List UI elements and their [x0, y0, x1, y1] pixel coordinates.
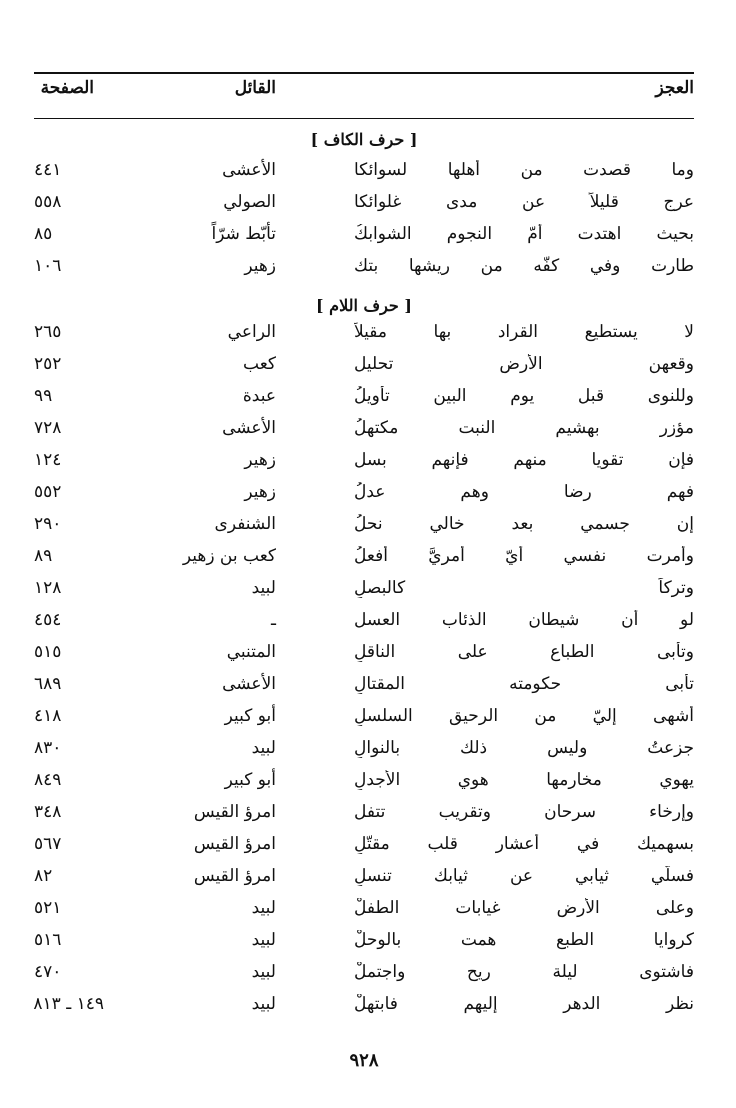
page-ref: ٥٢١: [34, 898, 62, 918]
index-row: [34, 224, 694, 254]
verse-text: فاشتوى ليلة ريح واجتملْ: [354, 962, 694, 982]
speaker-name: زهير: [244, 256, 276, 276]
speaker-name: تأبّط شرّاً: [211, 224, 276, 244]
speaker-name: لبيد: [251, 994, 276, 1014]
speaker-name: الراعي: [227, 322, 276, 342]
speaker-name: الأعشى: [222, 418, 276, 438]
page-ref: ١٠٦: [34, 256, 62, 276]
speaker-name: لبيد: [251, 738, 276, 758]
index-row: [34, 160, 694, 190]
page-number: ٩٢٨: [349, 1050, 379, 1071]
verse-text: تأبى حكومته المقتالِ: [354, 674, 694, 694]
index-row: [34, 706, 694, 736]
speaker-name: زهير: [244, 482, 276, 502]
page-ref: ٢٩٠: [34, 514, 62, 534]
speaker-name: امرؤ القيس: [193, 834, 276, 854]
index-row: [34, 898, 694, 928]
section-title: [ حرف الكاف ]: [310, 130, 418, 149]
index-row: [34, 834, 694, 864]
verse-text: وعلى الأرض غيابات الطفلْ: [354, 898, 694, 918]
verse-text: وقعهن الأرض تحليل: [354, 354, 694, 374]
speaker-name: كعب بن زهير: [182, 546, 276, 566]
table-header: [34, 78, 694, 108]
index-row: [34, 738, 694, 768]
speaker-name: لبيد: [251, 898, 276, 918]
page-ref: ٩٩: [34, 386, 53, 406]
index-row: [34, 256, 694, 286]
page-ref: ٤١٨: [34, 706, 62, 726]
speaker-name: أبو كبير: [224, 770, 276, 790]
header-speaker: القائل: [234, 78, 276, 98]
verse-text: بسهميك في أعشار قلب مقتّلِ: [354, 834, 694, 854]
page-ref: ١٢٨: [34, 578, 62, 598]
speaker-name: الشنفرى: [214, 514, 276, 534]
verse-text: فسلّي ثيابي عن ثيابك تنسلِ: [354, 866, 694, 886]
speaker-name: ـ: [271, 610, 276, 630]
index-row: [34, 674, 694, 704]
verse-text: فإن تقويا منهم فإنهم بسل: [354, 450, 694, 470]
page-ref: ٤٧٠: [34, 962, 62, 982]
page-ref: ٢٦٥: [34, 322, 62, 342]
verse-text: وللنوى قبل يوم البين تأويلُ: [354, 386, 694, 406]
index-row: [34, 770, 694, 800]
header-verse: العجز: [655, 78, 694, 98]
speaker-name: عبدة: [242, 386, 276, 406]
verse-text: فهم رضا وهم عدلُ: [354, 482, 694, 502]
index-row: [34, 386, 694, 416]
page-ref: ١٢٤: [34, 450, 62, 470]
verse-text: يهوي مخارمها هوي الأجدلِ: [354, 770, 694, 790]
speaker-name: لبيد: [251, 930, 276, 950]
verse-text: كروايا الطبع همت بالوحلْ: [354, 930, 694, 950]
index-page: [34, 0, 694, 1108]
page-ref: ٦٨٩: [34, 674, 62, 694]
speaker-name: لبيد: [251, 962, 276, 982]
header-rule: [34, 118, 694, 119]
page-ref: ٧٢٨: [34, 418, 62, 438]
verse-text: مؤزر بهشيم النبت مكتهلُ: [354, 418, 694, 438]
verse-text: وأمرت نفسي أيّ أمريَّ أفعلُ: [354, 546, 694, 566]
page-ref: ٣٤٨: [34, 802, 62, 822]
verse-text: بحيث اهتدت أمّ النجوم الشوابكُ: [354, 224, 694, 244]
index-row: [34, 930, 694, 960]
verse-text: لو أن شيطان الذئاب العسل: [354, 610, 694, 630]
speaker-name: الأعشى: [222, 674, 276, 694]
verse-text: عرج قليلاً عن مدى غلوائكا: [354, 192, 694, 212]
verse-text: جزعتُ وليس ذلك بالنوالِ: [354, 738, 694, 758]
speaker-name: كعب: [243, 354, 276, 374]
page-ref: ٥٥٨: [34, 192, 62, 212]
index-row: [34, 514, 694, 544]
verse-text: إن جسمي بعد خالي نحلُ: [354, 514, 694, 534]
verse-text: نظر الدهر إليهم فابتهلْ: [354, 994, 694, 1014]
verse-text: لا يستطيع القراد بها مقيلاً: [354, 322, 694, 342]
verse-text: طارت وفي كفّه من ريشها بتك: [354, 256, 694, 276]
index-row: [34, 418, 694, 448]
verse-text: وما قصدت من أهلها لسوائكا: [354, 160, 694, 180]
speaker-name: المتنبي: [226, 642, 276, 662]
index-row: [34, 610, 694, 640]
page-ref: ٥٦٧: [34, 834, 62, 854]
page-ref: ٥١٦: [34, 930, 62, 950]
speaker-name: الأعشى: [222, 160, 276, 180]
page-ref: ٨٣٠: [34, 738, 62, 758]
page-ref: ٢٥٢: [34, 354, 62, 374]
index-row: [34, 962, 694, 992]
index-row: [34, 354, 694, 384]
speaker-name: لبيد: [251, 578, 276, 598]
section-title: [ حرف اللام ]: [316, 296, 412, 315]
page-ref: ٨٤٩: [34, 770, 62, 790]
header-page: الصفحة: [40, 78, 94, 98]
top-rule: [34, 72, 694, 74]
verse-text: وتأبى الطباع على الناقلِ: [354, 642, 694, 662]
speaker-name: امرؤ القيس: [193, 866, 276, 886]
verse-text: وتركاً كالبصلِ: [354, 578, 694, 598]
page-ref: ٤٤١: [34, 160, 62, 180]
speaker-name: أبو كبير: [224, 706, 276, 726]
speaker-name: امرؤ القيس: [193, 802, 276, 822]
page-ref: ٥٥٢: [34, 482, 62, 502]
index-row: [34, 994, 694, 1024]
verse-text: وإرخاء سرحان وتقريب تتفل: [354, 802, 694, 822]
index-row: [34, 642, 694, 672]
index-row: [34, 192, 694, 222]
speaker-name: الصولي: [223, 192, 276, 212]
index-row: [34, 322, 694, 352]
page-ref: ١٤٩ ـ ٨١٣: [33, 994, 104, 1014]
verse-text: أشهى إليّ من الرحيق السلسلِ: [354, 706, 694, 726]
index-row: [34, 482, 694, 512]
page-ref: ٨٢: [34, 866, 53, 886]
index-row: [34, 450, 694, 480]
index-row: [34, 578, 694, 608]
page-ref: ٨٩: [34, 546, 53, 566]
index-row: [34, 866, 694, 896]
index-row: [34, 802, 694, 832]
speaker-name: زهير: [244, 450, 276, 470]
page-ref: ٥١٥: [34, 642, 62, 662]
index-row: [34, 546, 694, 576]
page-ref: ٨٥: [34, 224, 53, 244]
page-ref: ٤٥٤: [34, 610, 62, 630]
